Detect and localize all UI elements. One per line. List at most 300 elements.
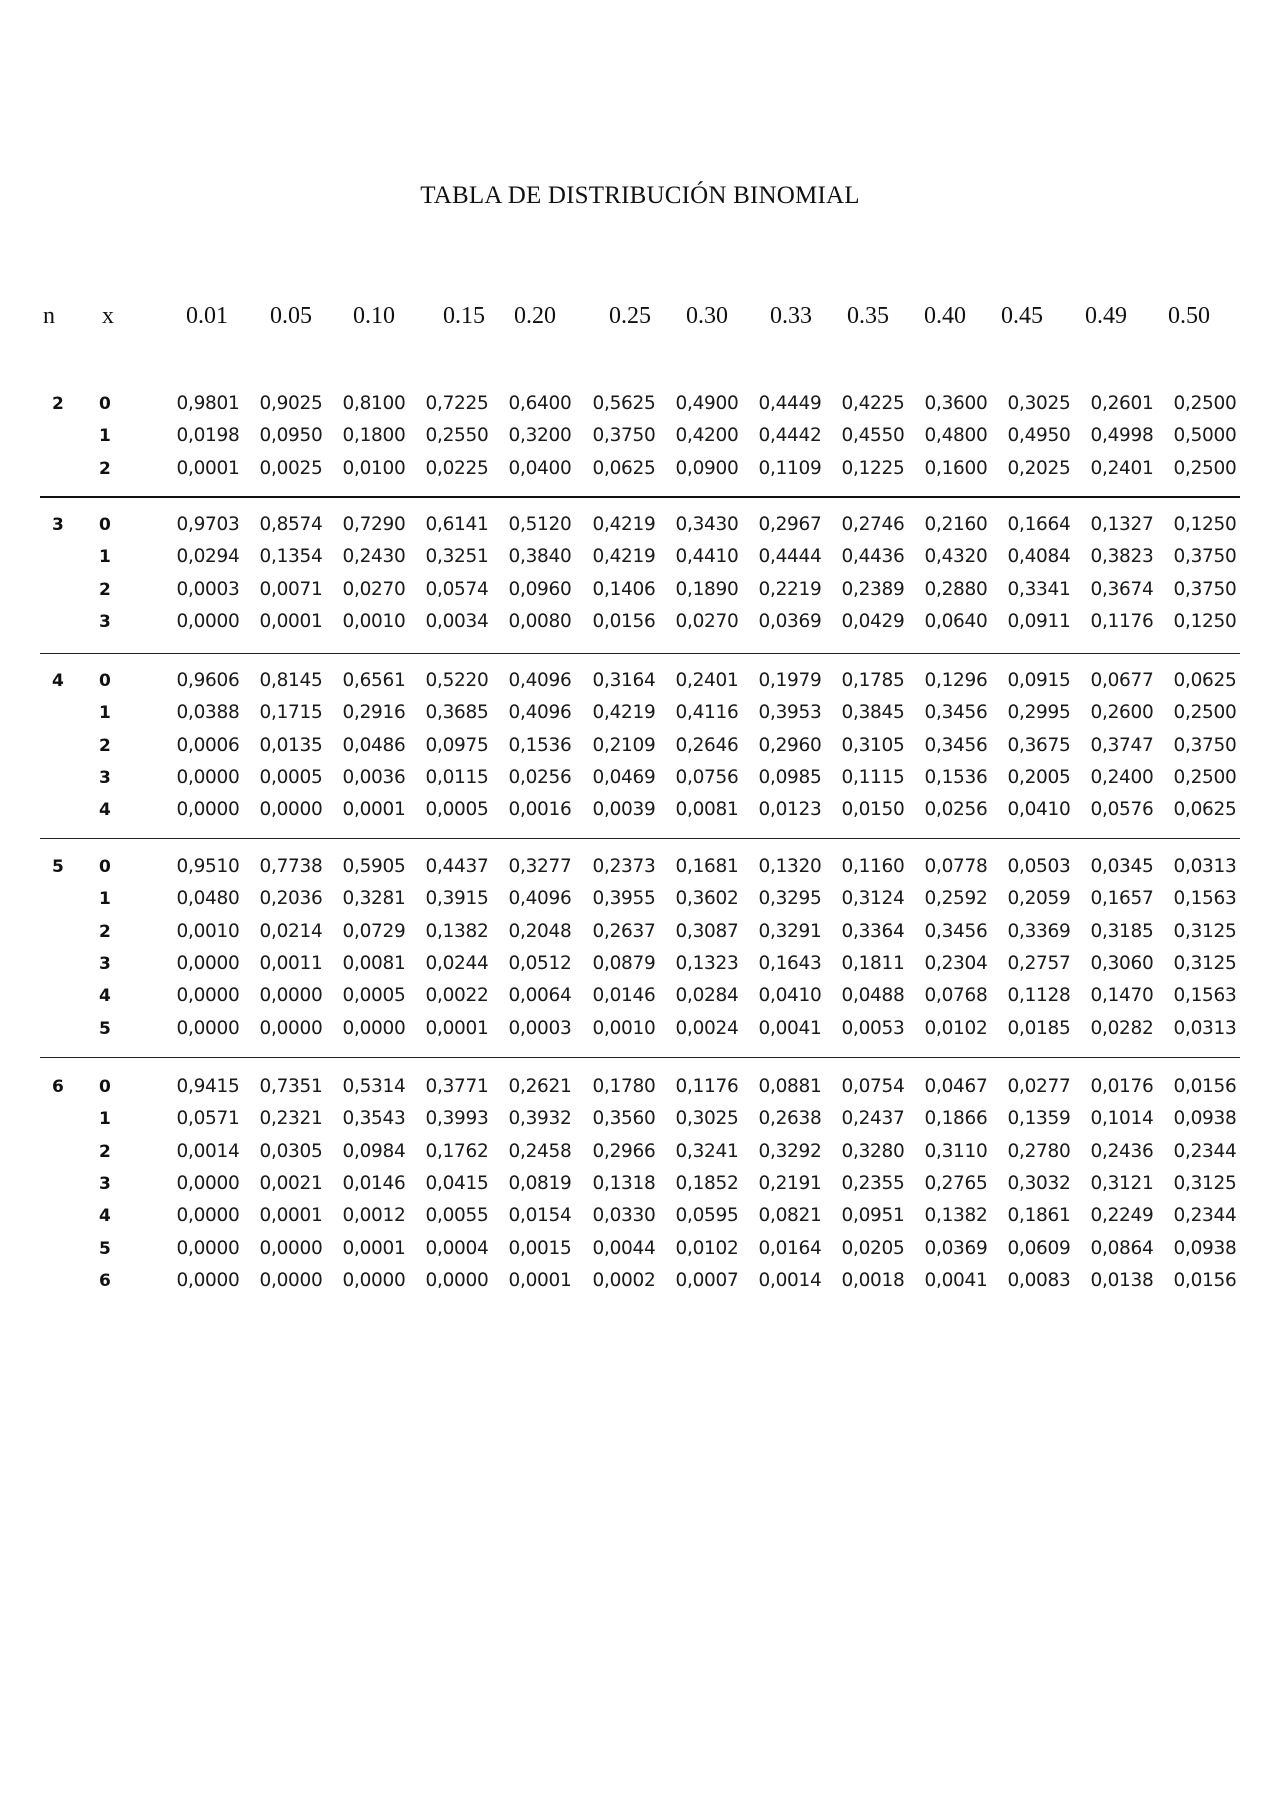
table-cell: 0,3456 [924, 702, 988, 724]
table-cell: 0,9510 [176, 856, 240, 877]
table-cell: 0,0198 [176, 425, 240, 447]
row-x-label: 2 [99, 1141, 111, 1162]
table-cell: 0,3675 [1007, 734, 1071, 756]
table-cell: 0,1470 [1090, 985, 1154, 1007]
table-cell: 0,0041 [924, 1269, 988, 1291]
table-cell: 0,0270 [342, 578, 406, 600]
table-cell: 0,0156 [1173, 1269, 1237, 1291]
table-cell: 0,0768 [924, 985, 988, 1007]
group-n-label: 2 [52, 394, 64, 414]
table-cell: 0,0100 [342, 457, 406, 479]
table-cell: 0,4320 [924, 546, 988, 568]
table-cell: 0,3124 [841, 888, 905, 910]
table-cell: 0,0000 [259, 799, 323, 821]
table-cell: 0,3456 [924, 920, 988, 942]
table-cell: 0,0011 [259, 952, 323, 974]
group-separator [40, 653, 1240, 654]
table-cell: 0,4900 [675, 393, 739, 414]
table-cell: 0,2025 [1007, 457, 1071, 479]
table-cell: 0,3750 [1173, 546, 1237, 568]
table-cell: 0,0039 [592, 799, 656, 821]
table-cell: 0,6561 [342, 670, 406, 691]
table-cell: 0,4096 [508, 888, 572, 910]
table-cell: 0,0000 [176, 1237, 240, 1259]
table-cell: 0,0024 [675, 1017, 739, 1039]
table-cell: 0,0185 [1007, 1017, 1071, 1039]
table-cell: 0,0000 [259, 1017, 323, 1039]
table-cell: 0,2646 [675, 734, 739, 756]
table-cell: 0,2601 [1090, 393, 1154, 414]
table-cell: 0,2059 [1007, 888, 1071, 910]
table-cell: 0,5905 [342, 856, 406, 877]
table-cell: 0,3747 [1090, 734, 1154, 756]
table-cell: 0,0115 [425, 766, 489, 788]
table-cell: 0,0754 [841, 1076, 905, 1097]
table-cell: 0,0729 [342, 920, 406, 942]
table-cell: 0,3125 [1173, 1172, 1237, 1194]
table-cell: 0,8574 [259, 514, 323, 535]
table-cell: 0,2344 [1173, 1205, 1237, 1227]
table-cell: 0,3185 [1090, 920, 1154, 942]
table-cell: 0,3750 [1173, 734, 1237, 756]
table-cell: 0,1866 [924, 1108, 988, 1130]
table-cell: 0,2437 [841, 1108, 905, 1130]
table-cell: 0,3993 [425, 1108, 489, 1130]
table-cell: 0,3364 [841, 920, 905, 942]
table-cell: 0,0000 [176, 1269, 240, 1291]
table-cell: 0,0000 [176, 1205, 240, 1227]
table-cell: 0,0102 [924, 1017, 988, 1039]
table-cell: 0,0022 [425, 985, 489, 1007]
table-cell: 0,0102 [675, 1237, 739, 1259]
table-cell: 0,3110 [924, 1140, 988, 1162]
table-cell: 0,0915 [1007, 670, 1071, 691]
table-cell: 0,3121 [1090, 1172, 1154, 1194]
table-cell: 0,4225 [841, 393, 905, 414]
row-x-label: 1 [99, 547, 111, 568]
table-cell: 0,2880 [924, 578, 988, 600]
table-cell: 0,0000 [259, 985, 323, 1007]
table-cell: 0,3291 [758, 920, 822, 942]
table-cell: 0,3341 [1007, 578, 1071, 600]
table-cell: 0,3932 [508, 1108, 572, 1130]
table-cell: 0,9415 [176, 1076, 240, 1097]
table-cell: 0,7738 [259, 856, 323, 877]
table-cell: 0,0006 [176, 734, 240, 756]
row-x-label: 2 [99, 921, 111, 942]
table-cell: 0,0975 [425, 734, 489, 756]
table-cell: 0,9025 [259, 393, 323, 414]
row-x-label: 0 [99, 515, 111, 535]
table-cell: 0,0821 [758, 1205, 822, 1227]
table-cell: 0,4550 [841, 425, 905, 447]
table-cell: 0,2389 [841, 578, 905, 600]
table-cell: 0,2780 [1007, 1140, 1071, 1162]
table-cell: 0,0938 [1173, 1108, 1237, 1130]
table-cell: 0,3087 [675, 920, 739, 942]
table-cell: 0,0879 [592, 952, 656, 974]
table-cell: 0,4096 [508, 702, 572, 724]
table-cell: 0,0010 [176, 920, 240, 942]
table-cell: 0,1359 [1007, 1108, 1071, 1130]
table-cell: 0,4437 [425, 856, 489, 877]
table-cell: 0,1296 [924, 670, 988, 691]
table-cell: 0,0005 [259, 766, 323, 788]
group-n-label: 4 [52, 671, 64, 691]
table-cell: 0,0284 [675, 985, 739, 1007]
table-cell: 0,4436 [841, 546, 905, 568]
table-cell: 0,9703 [176, 514, 240, 535]
table-cell: 0,0138 [1090, 1269, 1154, 1291]
table-cell: 0,0819 [508, 1172, 572, 1194]
table-cell: 0,0010 [342, 610, 406, 632]
table-cell: 0,3295 [758, 888, 822, 910]
table-cell: 0,2401 [675, 670, 739, 691]
table-cell: 0,1109 [758, 457, 822, 479]
table-cell: 0,1382 [924, 1205, 988, 1227]
table-cell: 0,0256 [508, 766, 572, 788]
table-cell: 0,0277 [1007, 1076, 1071, 1097]
table-cell: 0,7351 [259, 1076, 323, 1097]
table-cell: 0,0000 [259, 1269, 323, 1291]
table-cell: 0,3430 [675, 514, 739, 535]
table-cell: 0,3280 [841, 1140, 905, 1162]
table-cell: 0,0864 [1090, 1237, 1154, 1259]
group-separator [40, 1057, 1240, 1058]
table-cell: 0,1715 [259, 702, 323, 724]
table-cell: 0,0345 [1090, 856, 1154, 877]
table-cell: 0,0000 [259, 1237, 323, 1259]
table-cell: 0,3750 [1173, 578, 1237, 600]
table-cell: 0,2638 [758, 1108, 822, 1130]
column-header-p: 0.05 [270, 303, 312, 329]
table-cell: 0,3955 [592, 888, 656, 910]
table-cell: 0,0001 [342, 1237, 406, 1259]
table-cell: 0,0164 [758, 1237, 822, 1259]
table-cell: 0,0071 [259, 578, 323, 600]
table-cell: 0,3674 [1090, 578, 1154, 600]
table-cell: 0,0018 [841, 1269, 905, 1291]
table-cell: 0,3032 [1007, 1172, 1071, 1194]
table-cell: 0,3953 [758, 702, 822, 724]
table-cell: 0,1320 [758, 856, 822, 877]
table-cell: 0,3600 [924, 393, 988, 414]
table-cell: 0,0005 [425, 799, 489, 821]
table-cell: 0,2400 [1090, 766, 1154, 788]
table-cell: 0,0012 [342, 1205, 406, 1227]
row-x-label: 1 [99, 426, 111, 447]
table-cell: 0,5120 [508, 514, 572, 535]
table-cell: 0,0000 [176, 1172, 240, 1194]
table-cell: 0,0985 [758, 766, 822, 788]
table-cell: 0,0000 [176, 1017, 240, 1039]
table-cell: 0,3251 [425, 546, 489, 568]
table-cell: 0,0512 [508, 952, 572, 974]
group-n-label: 3 [52, 515, 64, 535]
table-cell: 0,0083 [1007, 1269, 1071, 1291]
table-cell: 0,0080 [508, 610, 572, 632]
table-cell: 0,0625 [1173, 799, 1237, 821]
table-cell: 0,0000 [176, 952, 240, 974]
table-cell: 0,2967 [758, 514, 822, 535]
table-cell: 0,0486 [342, 734, 406, 756]
table-cell: 0,7225 [425, 393, 489, 414]
table-cell: 0,0881 [758, 1076, 822, 1097]
table-cell: 0,2005 [1007, 766, 1071, 788]
table-cell: 0,2765 [924, 1172, 988, 1194]
table-cell: 0,0400 [508, 457, 572, 479]
table-cell: 0,0055 [425, 1205, 489, 1227]
table-cell: 0,2344 [1173, 1140, 1237, 1162]
table-cell: 0,0214 [259, 920, 323, 942]
table-cell: 0,0004 [425, 1237, 489, 1259]
table-cell: 0,2500 [1173, 766, 1237, 788]
table-cell: 0,1250 [1173, 514, 1237, 535]
table-cell: 0,1354 [259, 546, 323, 568]
table-cell: 0,2458 [508, 1140, 572, 1162]
column-header-p: 0.49 [1085, 303, 1127, 329]
table-cell: 0,9801 [176, 393, 240, 414]
table-cell: 0,0488 [841, 985, 905, 1007]
row-x-label: 3 [99, 767, 111, 788]
table-cell: 0,0467 [924, 1076, 988, 1097]
table-cell: 0,0036 [342, 766, 406, 788]
table-cell: 0,1115 [841, 766, 905, 788]
table-cell: 0,1382 [425, 920, 489, 942]
table-cell: 0,4449 [758, 393, 822, 414]
table-cell: 0,2401 [1090, 457, 1154, 479]
table-cell: 0,1014 [1090, 1108, 1154, 1130]
table-cell: 0,0911 [1007, 610, 1071, 632]
table-cell: 0,0574 [425, 578, 489, 600]
table-cell: 0,5314 [342, 1076, 406, 1097]
table-cell: 0,3369 [1007, 920, 1071, 942]
table-cell: 0,0156 [592, 610, 656, 632]
table-cell: 0,1536 [924, 766, 988, 788]
table-cell: 0,2746 [841, 514, 905, 535]
table-cell: 0,2621 [508, 1076, 572, 1097]
table-cell: 0,0010 [592, 1017, 656, 1039]
table-cell: 0,0410 [758, 985, 822, 1007]
table-cell: 0,0950 [259, 425, 323, 447]
table-cell: 0,1785 [841, 670, 905, 691]
table-cell: 0,3241 [675, 1140, 739, 1162]
table-cell: 0,1563 [1173, 985, 1237, 1007]
table-cell: 0,0900 [675, 457, 739, 479]
row-x-label: 2 [99, 735, 111, 756]
column-header-p: 0.10 [353, 303, 395, 329]
table-cell: 0,0330 [592, 1205, 656, 1227]
column-header-p: 0.20 [514, 303, 556, 329]
table-cell: 0,0625 [592, 457, 656, 479]
table-cell: 0,4096 [508, 670, 572, 691]
page-title: TABLA DE DISTRIBUCIÓN BINOMIAL [420, 182, 860, 209]
table-cell: 0,2960 [758, 734, 822, 756]
table-cell: 0,0756 [675, 766, 739, 788]
table-cell: 0,1664 [1007, 514, 1071, 535]
row-x-label: 6 [99, 1270, 111, 1291]
table-cell: 0,0313 [1173, 856, 1237, 877]
table-cell: 0,3685 [425, 702, 489, 724]
table-cell: 0,0001 [425, 1017, 489, 1039]
table-cell: 0,3840 [508, 546, 572, 568]
table-cell: 0,2355 [841, 1172, 905, 1194]
table-cell: 0,1762 [425, 1140, 489, 1162]
table-cell: 0,1979 [758, 670, 822, 691]
table-cell: 0,0000 [176, 610, 240, 632]
table-cell: 0,3845 [841, 702, 905, 724]
table-cell: 0,0001 [342, 799, 406, 821]
table-cell: 0,0000 [425, 1269, 489, 1291]
column-header-p: 0.35 [847, 303, 889, 329]
table-cell: 0,3200 [508, 425, 572, 447]
table-cell: 0,2637 [592, 920, 656, 942]
table-cell: 0,0388 [176, 702, 240, 724]
table-cell: 0,0640 [924, 610, 988, 632]
table-cell: 0,0625 [1173, 670, 1237, 691]
table-cell: 0,0282 [1090, 1017, 1154, 1039]
table-cell: 0,2500 [1173, 457, 1237, 479]
column-header-p: 0.01 [186, 303, 228, 329]
row-x-label: 0 [99, 1077, 111, 1097]
table-cell: 0,1643 [758, 952, 822, 974]
table-cell: 0,2966 [592, 1140, 656, 1162]
table-cell: 0,2916 [342, 702, 406, 724]
table-cell: 0,1811 [841, 952, 905, 974]
table-cell: 0,3750 [592, 425, 656, 447]
table-cell: 0,0369 [924, 1237, 988, 1259]
table-cell: 0,0154 [508, 1205, 572, 1227]
table-cell: 0,0313 [1173, 1017, 1237, 1039]
table-cell: 0,2500 [1173, 393, 1237, 414]
table-cell: 0,4200 [675, 425, 739, 447]
table-cell: 0,4998 [1090, 425, 1154, 447]
table-cell: 0,3281 [342, 888, 406, 910]
table-cell: 0,1176 [675, 1076, 739, 1097]
table-cell: 0,1406 [592, 578, 656, 600]
row-x-label: 0 [99, 857, 111, 877]
table-cell: 0,0014 [758, 1269, 822, 1291]
table-cell: 0,0415 [425, 1172, 489, 1194]
row-x-label: 1 [99, 889, 111, 910]
table-cell: 0,0156 [1173, 1076, 1237, 1097]
column-header-x: x [102, 303, 114, 329]
row-x-label: 1 [99, 703, 111, 724]
table-cell: 0,1800 [342, 425, 406, 447]
table-cell: 0,1160 [841, 856, 905, 877]
table-cell: 0,1250 [1173, 610, 1237, 632]
table-cell: 0,1852 [675, 1172, 739, 1194]
table-cell: 0,2500 [1173, 702, 1237, 724]
table-cell: 0,4442 [758, 425, 822, 447]
table-cell: 0,0294 [176, 546, 240, 568]
table-cell: 0,2109 [592, 734, 656, 756]
table-cell: 0,0002 [592, 1269, 656, 1291]
table-cell: 0,4219 [592, 514, 656, 535]
table-cell: 0,4410 [675, 546, 739, 568]
table-cell: 0,0016 [508, 799, 572, 821]
table-cell: 0,2048 [508, 920, 572, 942]
table-cell: 0,0429 [841, 610, 905, 632]
table-cell: 0,1861 [1007, 1205, 1071, 1227]
table-cell: 0,3823 [1090, 546, 1154, 568]
table-cell: 0,0001 [259, 1205, 323, 1227]
row-x-label: 2 [99, 579, 111, 600]
table-cell: 0,1128 [1007, 985, 1071, 1007]
table-cell: 0,7290 [342, 514, 406, 535]
table-cell: 0,4219 [592, 546, 656, 568]
table-cell: 0,0025 [259, 457, 323, 479]
table-cell: 0,8145 [259, 670, 323, 691]
table-cell: 0,2373 [592, 856, 656, 877]
table-cell: 0,2191 [758, 1172, 822, 1194]
table-cell: 0,0041 [758, 1017, 822, 1039]
table-cell: 0,0123 [758, 799, 822, 821]
table-cell: 0,0469 [592, 766, 656, 788]
table-cell: 0,2249 [1090, 1205, 1154, 1227]
group-separator [40, 496, 1240, 498]
row-x-label: 4 [99, 800, 111, 821]
row-x-label: 1 [99, 1109, 111, 1130]
row-x-label: 2 [99, 458, 111, 479]
table-cell: 0,2036 [259, 888, 323, 910]
table-cell: 0,0000 [176, 766, 240, 788]
table-cell: 0,0000 [342, 1017, 406, 1039]
table-cell: 0,2550 [425, 425, 489, 447]
table-cell: 0,4950 [1007, 425, 1071, 447]
table-cell: 0,6400 [508, 393, 572, 414]
table-cell: 0,4219 [592, 702, 656, 724]
column-header-p: 0.15 [443, 303, 485, 329]
table-cell: 0,5000 [1173, 425, 1237, 447]
table-cell: 0,0014 [176, 1140, 240, 1162]
table-cell: 0,0960 [508, 578, 572, 600]
table-cell: 0,0135 [259, 734, 323, 756]
row-x-label: 3 [99, 1173, 111, 1194]
table-cell: 0,2219 [758, 578, 822, 600]
table-cell: 0,6141 [425, 514, 489, 535]
table-cell: 0,8100 [342, 393, 406, 414]
table-cell: 0,3292 [758, 1140, 822, 1162]
column-header-p: 0.33 [770, 303, 812, 329]
table-cell: 0,3025 [675, 1108, 739, 1130]
table-cell: 0,1681 [675, 856, 739, 877]
table-cell: 0,0003 [508, 1017, 572, 1039]
table-cell: 0,2321 [259, 1108, 323, 1130]
table-cell: 0,0021 [259, 1172, 323, 1194]
table-cell: 0,2600 [1090, 702, 1154, 724]
table-cell: 0,0146 [342, 1172, 406, 1194]
table-cell: 0,0609 [1007, 1237, 1071, 1259]
table-cell: 0,2160 [924, 514, 988, 535]
table-cell: 0,3105 [841, 734, 905, 756]
table-cell: 0,1563 [1173, 888, 1237, 910]
row-x-label: 0 [99, 671, 111, 691]
column-header-p: 0.50 [1168, 303, 1210, 329]
column-header-p: 0.30 [686, 303, 728, 329]
table-cell: 0,0003 [176, 578, 240, 600]
row-x-label: 4 [99, 1206, 111, 1227]
table-cell: 0,0146 [592, 985, 656, 1007]
table-cell: 0,5220 [425, 670, 489, 691]
table-cell: 0,0000 [176, 985, 240, 1007]
table-cell: 0,3543 [342, 1108, 406, 1130]
table-cell: 0,0034 [425, 610, 489, 632]
table-cell: 0,0677 [1090, 670, 1154, 691]
table-cell: 0,9606 [176, 670, 240, 691]
table-cell: 0,0938 [1173, 1237, 1237, 1259]
table-cell: 0,1657 [1090, 888, 1154, 910]
